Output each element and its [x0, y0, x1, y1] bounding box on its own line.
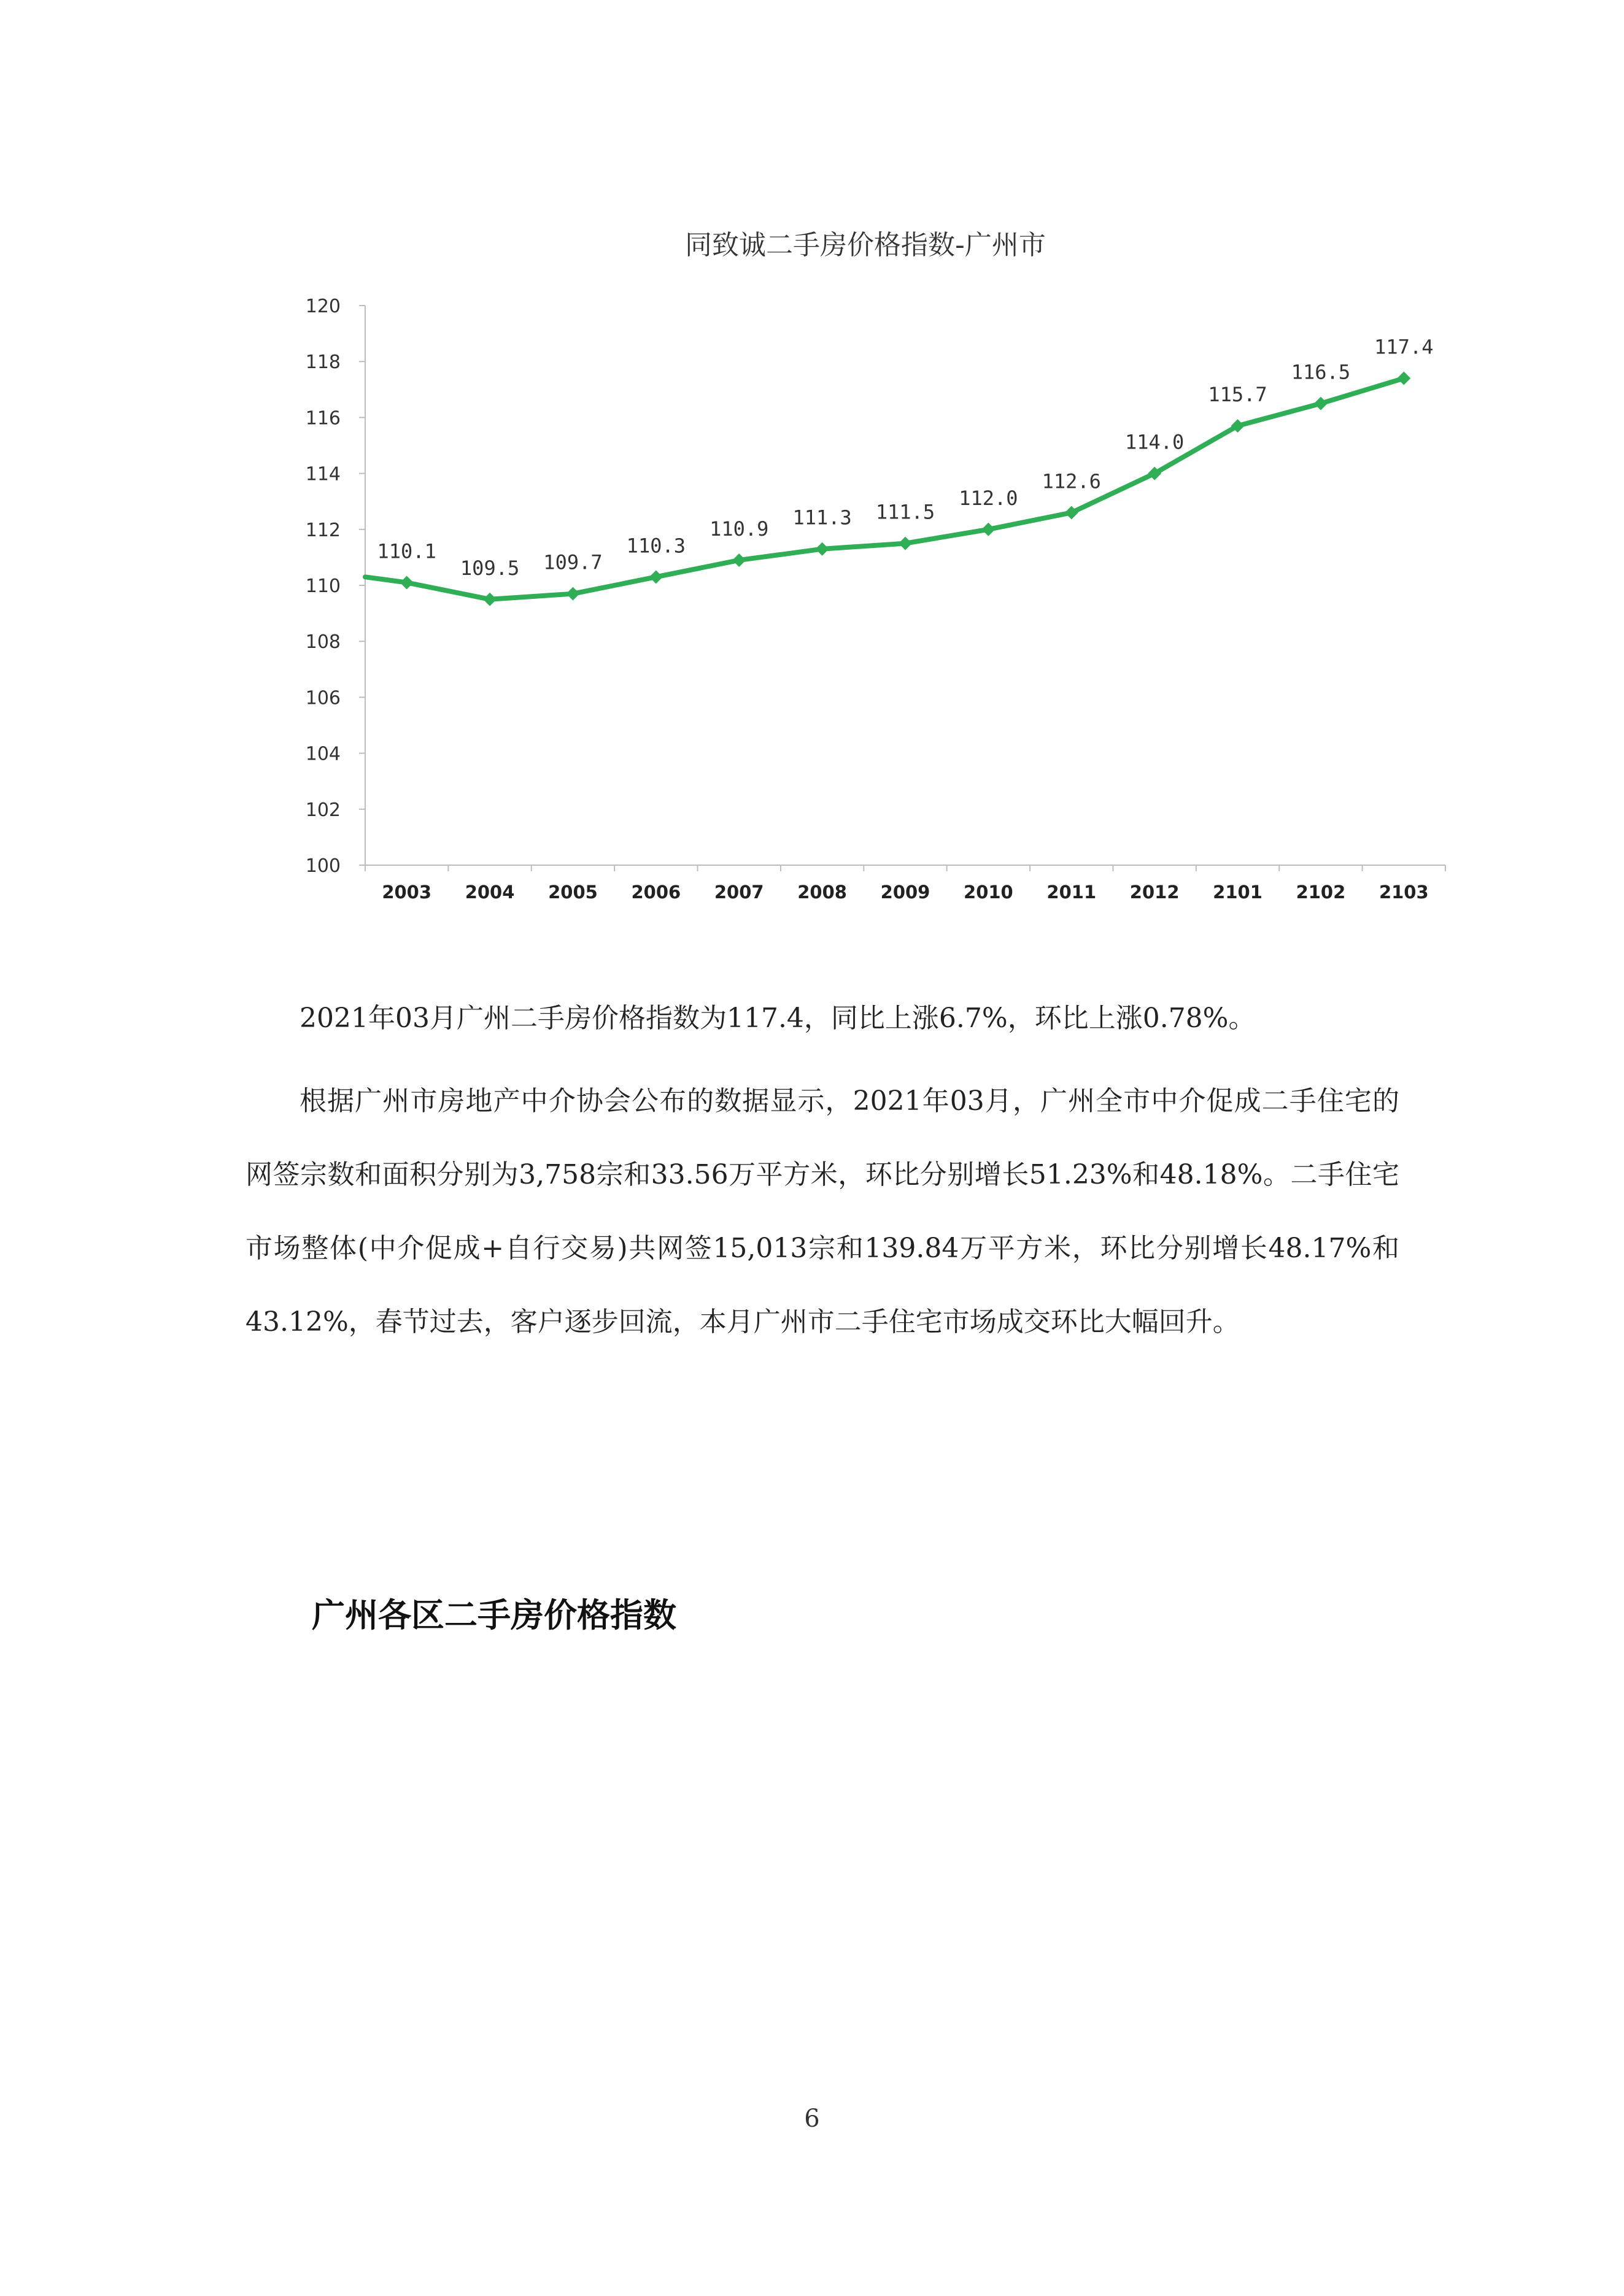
y-tick-label: 108 — [305, 631, 341, 653]
series-line — [365, 379, 1404, 599]
data-point-marker — [649, 570, 663, 584]
x-tick-label: 2011 — [1046, 882, 1097, 903]
y-tick-label: 112 — [305, 519, 341, 541]
data-label: 112.0 — [959, 486, 1018, 510]
y-tick-label: 116 — [305, 407, 341, 430]
data-label: 114.0 — [1124, 430, 1185, 454]
data-label: 115.7 — [1208, 383, 1267, 407]
data-label: 109.5 — [460, 556, 520, 580]
x-tick-label: 2005 — [548, 882, 598, 903]
y-axis-ticks — [306, 296, 365, 877]
data-label: 110.1 — [377, 539, 436, 563]
y-tick-label: 106 — [305, 687, 341, 709]
y-tick-label: 100 — [305, 855, 341, 877]
y-tick-label: 104 — [305, 743, 341, 765]
data-label: 110.9 — [710, 517, 769, 541]
data-label: 117.4 — [1374, 335, 1434, 359]
chart-canvas — [221, 196, 1491, 969]
transaction-paragraph: 根据广州市房地产中介协会公布的数据显示，2021年03月，广州全市中介促成二手住宅的网签宗数和面积分别为3,758宗和33.56万平方米，环比分别增长51.23%和48.18%。二手住宅市场整体(中介促成+自行交易)共网签15,013宗和139.84万平方米，环比分别增长48.17%和43.12%，春节过去，客户逐步回流，本月广州市二手住宅市场成交环比大幅回升。 — [246, 1085, 1399, 1338]
chart-series — [365, 372, 1410, 606]
x-tick-label: 2010 — [964, 882, 1013, 903]
x-tick-label: 2101 — [1213, 882, 1262, 903]
data-label: 116.5 — [1291, 360, 1351, 384]
x-tick-label: 2004 — [465, 882, 515, 903]
x-tick-label: 2102 — [1296, 882, 1346, 903]
y-tick-label: 110 — [305, 576, 341, 597]
page-number: 6 — [804, 2105, 820, 2133]
data-label: 110.3 — [626, 534, 686, 558]
data-label: 111.3 — [792, 506, 852, 530]
data-point-marker — [400, 576, 414, 589]
data-label: 112.6 — [1042, 469, 1101, 493]
data-point-marker — [899, 537, 912, 550]
x-tick-label: 2003 — [382, 882, 432, 903]
chart-title: 同致诚二手房价格指数-广州市 — [685, 229, 1046, 261]
x-tick-label: 2009 — [880, 882, 930, 903]
y-tick-label: 102 — [305, 799, 341, 821]
price-index-chart — [221, 196, 1491, 969]
x-tick-label: 2008 — [797, 882, 847, 903]
summary-paragraph: 2021年03月广州二手房价格指数为117.4，同比上涨6.7%，环比上涨0.78%。 — [300, 1003, 1256, 1034]
data-point-marker — [483, 593, 497, 606]
x-axis-ticks — [365, 865, 1445, 903]
y-tick-label: 120 — [305, 296, 341, 317]
data-point-marker — [1314, 397, 1328, 410]
data-point-marker — [732, 553, 746, 567]
data-point-marker — [566, 587, 579, 601]
data-point-marker — [1397, 372, 1410, 385]
x-tick-label: 2006 — [631, 882, 681, 903]
data-point-marker — [981, 523, 995, 536]
x-tick-label: 2007 — [714, 882, 764, 903]
y-tick-label: 118 — [305, 352, 341, 374]
x-tick-label: 2012 — [1129, 882, 1180, 903]
section-heading: 广州各区二手房价格指数 — [312, 1596, 676, 1635]
data-label: 109.7 — [543, 550, 603, 574]
data-point-marker — [816, 542, 829, 556]
chart-axes — [365, 306, 1445, 865]
data-label: 111.5 — [875, 500, 935, 524]
x-tick-label: 2103 — [1378, 882, 1429, 903]
y-tick-label: 114 — [305, 463, 341, 485]
